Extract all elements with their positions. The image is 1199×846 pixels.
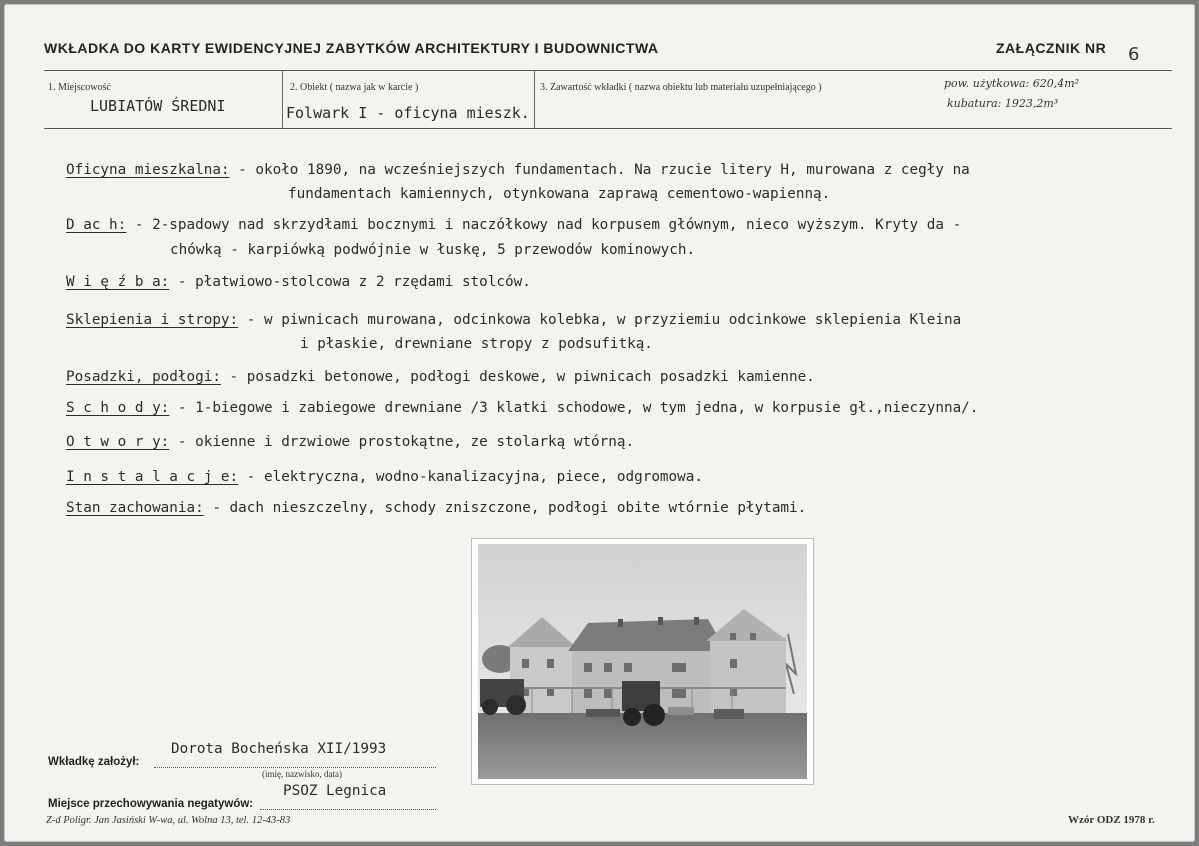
author-hint: (imię, nazwisko, data) <box>262 769 342 779</box>
object-label: 2. Obiekt ( nazwa jak w karcie ) <box>290 82 419 93</box>
header-rule-bottom <box>44 128 1172 129</box>
author-dotted-line <box>154 767 436 768</box>
row-roof-cont: chówką - karpiówką podwójnie w łuskę, 5 przewodów kominowych. <box>170 242 696 258</box>
negatives-dotted-line <box>260 809 436 810</box>
negatives-label: Miejsce przechowywania negatywów: <box>48 798 254 810</box>
field-divider-2 <box>534 70 535 128</box>
author-label: Wkładkę założył: <box>48 756 140 768</box>
building-photo <box>472 539 813 784</box>
printer-imprint: Z-d Poligr. Jan Jasiński W-wa, ul. Wolna 13, tel. 12-43-83 <box>46 815 291 826</box>
row-stairs: S c h o d y: - 1-biegowe i zabiegowe drewniane /3 klatki schodowe, w tym jedna, w korpusie gł.,nieczynna/. <box>66 400 979 416</box>
location-label: 1. Miejscowość <box>48 82 111 93</box>
row-annex: Oficyna mieszkalna: - około 1890, na wcześniejszych fundamentach. Na rzucie litery H, murowana z cegły na <box>66 162 970 178</box>
attachment-number: 6 <box>1128 44 1140 65</box>
field-divider-1 <box>282 70 283 128</box>
row-roof: D ac h: - 2-spadowy nad skrzydłami bocznymi i naczółkowy nad korpusem głównym, nieco wyższym. Kryty da - <box>66 217 962 233</box>
inventory-card <box>4 4 1195 842</box>
form-model: Wzór ODZ 1978 r. <box>1068 814 1155 826</box>
row-vaults-cont: i płaskie, drewniane stropy z podsufitką. <box>300 336 653 352</box>
volume-note: kubatura: 1923,2m³ <box>947 97 1059 110</box>
negatives-value: PSOZ Legnica <box>283 783 387 799</box>
object-value: Folwark I - oficyna mieszk. <box>286 104 530 122</box>
header-rule-top <box>44 70 1172 71</box>
attachment-label: ZAŁĄCZNIK NR <box>996 40 1107 56</box>
row-installations: I n s t a l a c j e: - elektryczna, wodno-kanalizacyjna, piece, odgromowa. <box>66 469 703 485</box>
row-openings: O t w o r y: - okienne i drzwiowe prostokątne, ze stolarką wtórną. <box>66 434 635 450</box>
row-floors: Posadzki, podłogi: - posadzki betonowe, podłogi deskowe, w piwnicach posadzki kamienne. <box>66 369 815 385</box>
row-condition: Stan zachowania: - dach nieszczelny, schody zniszczone, podłogi obite wtórnie płytami. <box>66 500 807 516</box>
usable-area-note: pow. użytkowa: 620,4m² <box>944 77 1080 90</box>
content-label: 3. Zawartość wkładki ( nazwa obiektu lub materiału uzupełniającego ) <box>540 82 822 93</box>
row-annex-cont: fundamentach kamiennych, otynkowana zaprawą cementowo-wapienną. <box>288 186 831 202</box>
building-photo-image <box>472 539 813 784</box>
row-truss: W i ę ź b a: - płatwiowo-stolcowa z 2 rzędami stolców. <box>66 274 531 290</box>
location-value: LUBIATÓW ŚREDNI <box>90 97 226 115</box>
author-value: Dorota Bocheńska XII/1993 <box>171 741 387 757</box>
row-vaults: Sklepienia i stropy: - w piwnicach murowana, odcinkowa kolebka, w przyziemiu odcinkowe sklepienia Kleina <box>66 312 962 328</box>
card-title: WKŁADKA DO KARTY EWIDENCYJNEJ ZABYTKÓW ARCHITEKTURY I BUDOWNICTWA <box>44 40 659 56</box>
